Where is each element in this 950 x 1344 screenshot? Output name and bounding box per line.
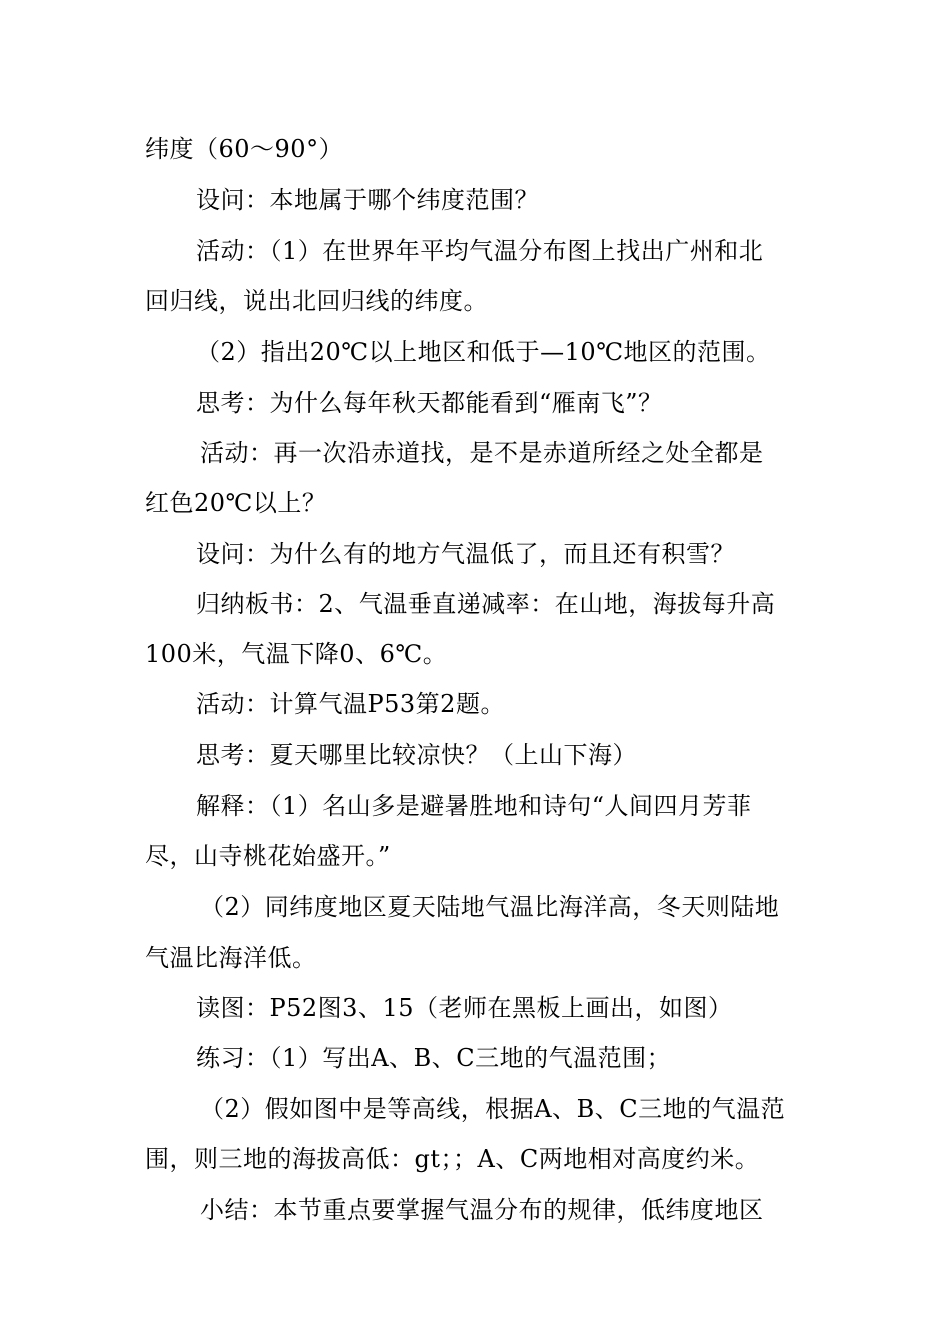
text-line-21: 围，则三地的海拔高低：gt；；A、C两地相对高度约米。 <box>145 1145 760 1173</box>
text-line-14: 解释：（1）名山多是避暑胜地和诗句“人间四月芳菲 <box>196 792 752 820</box>
text-line-11: 100米，气温下降0、6℃。 <box>145 640 448 668</box>
text-line-8: 红色20℃以上？ <box>145 489 327 517</box>
text-line-13: 思考：夏天哪里比较凉快？（上山下海） <box>196 741 637 769</box>
text-line-15: 尽，山寺桃花始盛开。” <box>145 842 391 870</box>
text-line-16: （2）同纬度地区夏天陆地气温比海洋高，冬天则陆地 <box>200 893 780 921</box>
text-line-17: 气温比海洋低。 <box>145 944 317 972</box>
text-line-10: 归纳板书：2、气温垂直递减率：在山地，海拔每升高 <box>196 590 776 618</box>
text-line-22: 小结：本节重点要掌握气温分布的规律，低纬度地区 <box>200 1196 764 1224</box>
text-line-2: 设问：本地属于哪个纬度范围？ <box>196 186 539 214</box>
text-line-3: 活动：（1）在世界年平均气温分布图上找出广州和北 <box>196 237 764 265</box>
text-line-20: （2）假如图中是等高线，根据A、B、C三地的气温范 <box>200 1095 786 1123</box>
text-line-7: 活动：再一次沿赤道找，是不是赤道所经之处全都是 <box>200 439 764 467</box>
text-line-5: （2）指出20℃以上地区和低于—10℃地区的范围。 <box>196 338 771 366</box>
text-line-19: 练习：（1）写出A、B、C三地的气温范围； <box>196 1044 672 1072</box>
text-line-4: 回归线，说出北回归线的纬度。 <box>145 287 488 315</box>
text-line-18: 读图：P52图3、15（老师在黑板上画出，如图） <box>196 994 733 1022</box>
text-line-9: 设问：为什么有的地方气温低了，而且还有积雪？ <box>196 540 735 568</box>
text-line-6: 思考：为什么每年秋天都能看到“雁南飞”？ <box>196 389 663 417</box>
text-line-12: 活动：计算气温P53第2题。 <box>196 690 505 718</box>
text-line-1: 纬度（60～90°） <box>145 135 344 163</box>
